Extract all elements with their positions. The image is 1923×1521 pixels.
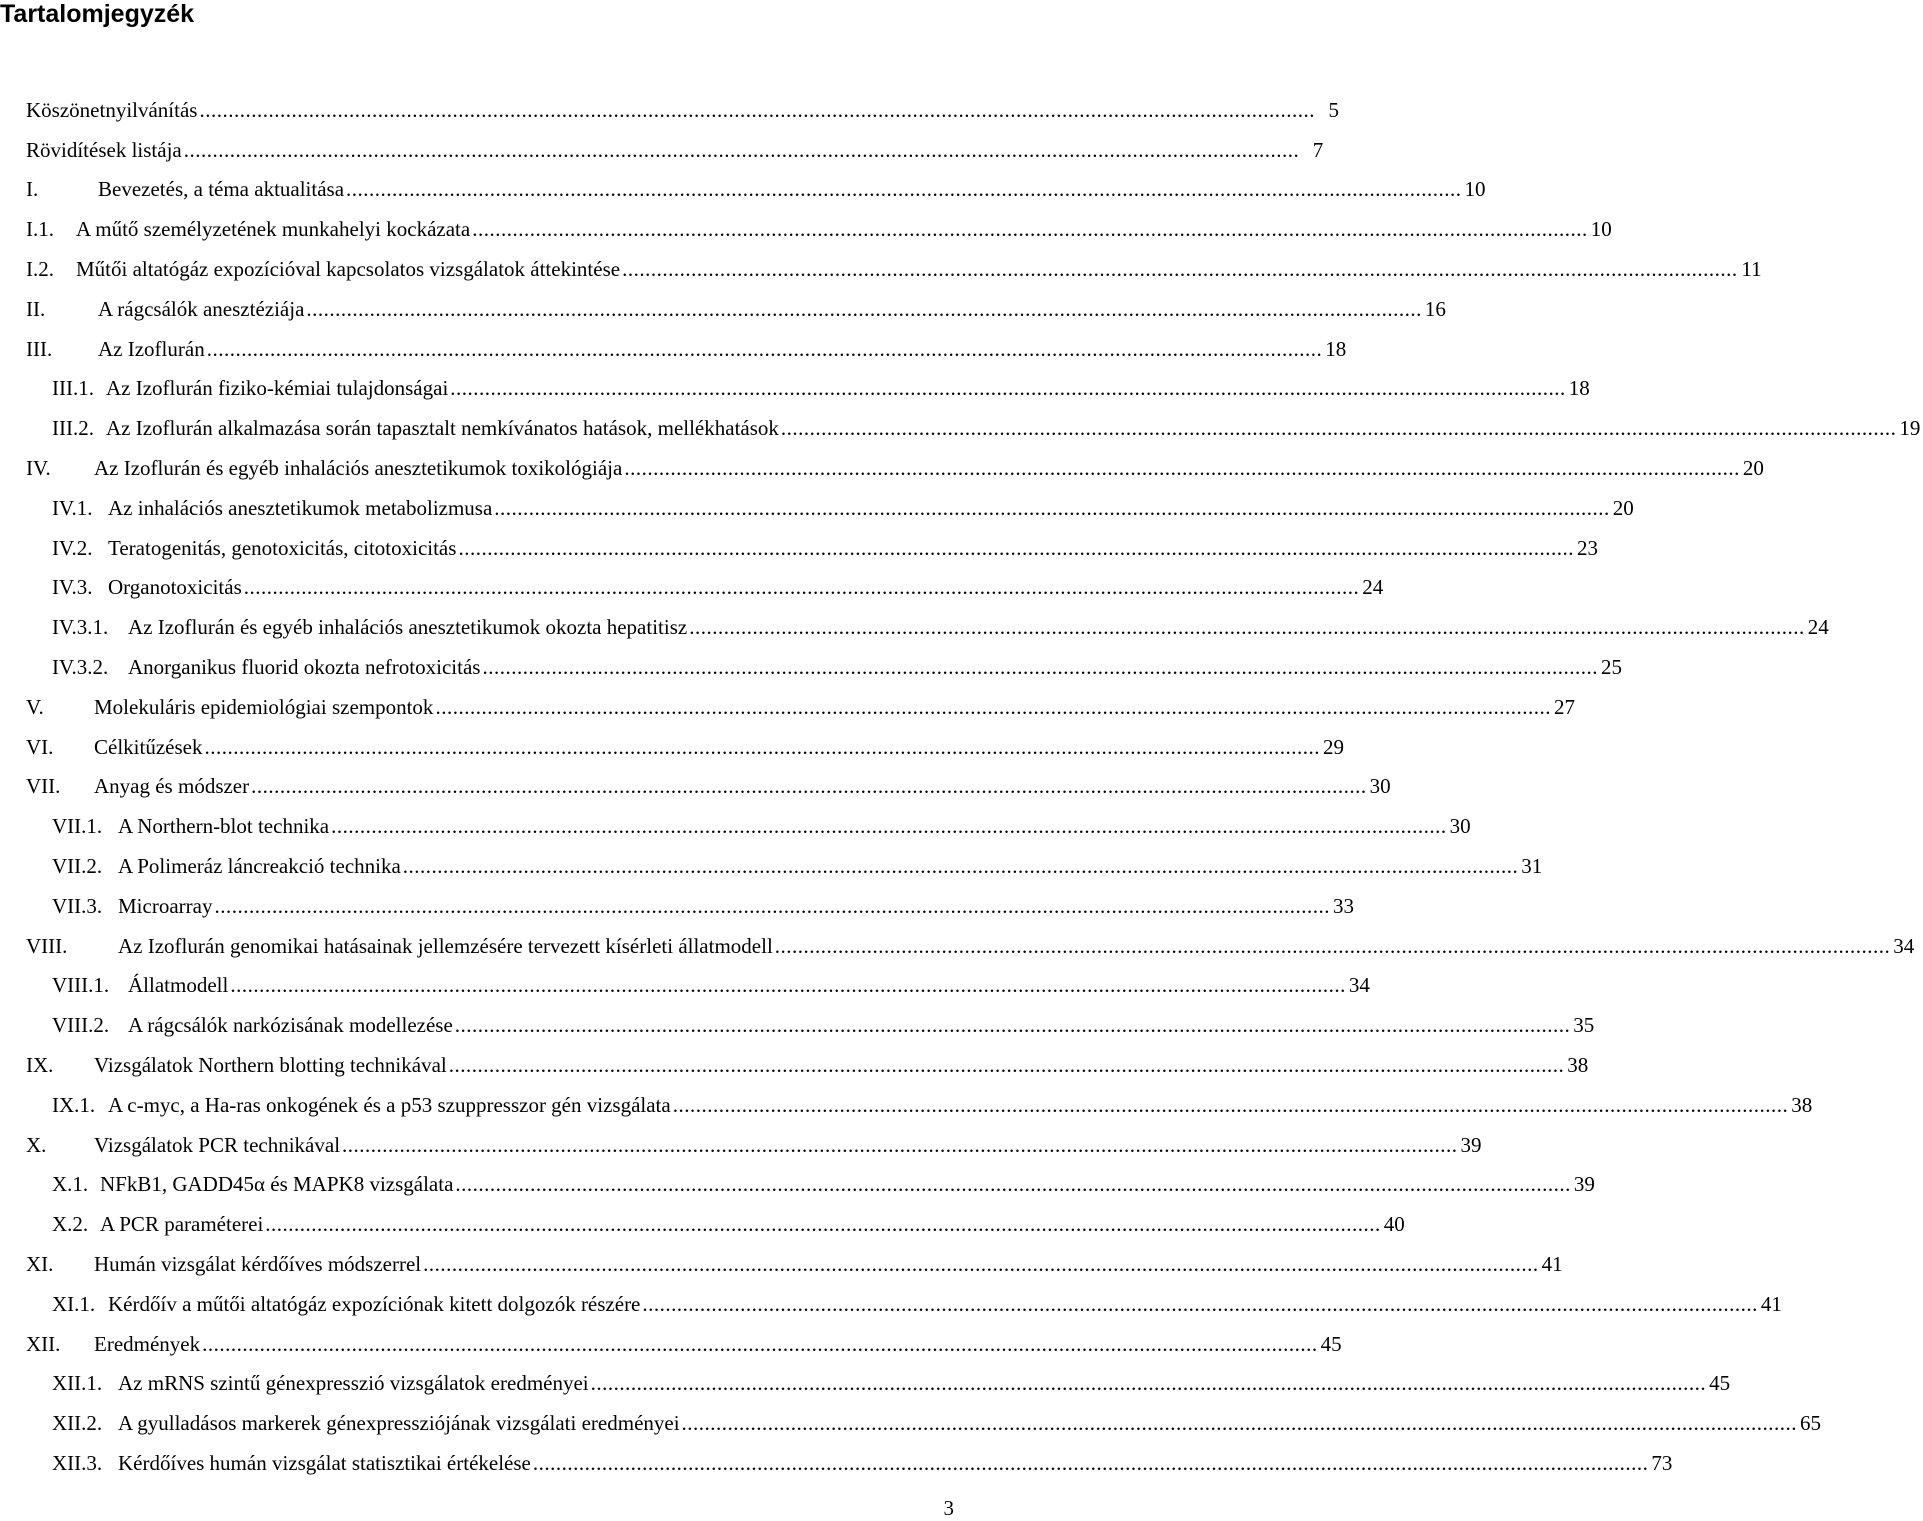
toc-entry-number: VII. bbox=[26, 774, 61, 799]
toc-entry-page: 39 bbox=[1573, 1172, 1595, 1197]
toc-entry-title: Kérdőív a műtői altatógáz expozíciónak kitett dolgozók részére bbox=[108, 1291, 641, 1316]
toc-entry-number: XI.1. bbox=[52, 1291, 96, 1316]
page-number: 3 bbox=[943, 1496, 954, 1520]
toc-entry-number: IV.3.1. bbox=[52, 615, 109, 640]
toc-entry-page: 65 bbox=[1800, 1411, 1822, 1436]
leader-dots bbox=[458, 535, 1574, 561]
toc-entry[interactable] bbox=[0, 1396, 1822, 1436]
leader-dots bbox=[450, 375, 1566, 401]
toc-entry-page: 41 bbox=[1760, 1291, 1782, 1316]
leader-dots bbox=[184, 137, 1300, 163]
toc-entry-page: 27 bbox=[1553, 694, 1575, 719]
table-of-contents bbox=[0, 83, 1921, 1476]
toc-entry-page: 73 bbox=[1651, 1450, 1673, 1475]
toc-entry-page: 38 bbox=[1791, 1092, 1813, 1117]
toc-entry-title: Rövidítések listája bbox=[26, 137, 182, 162]
toc-entry-page: 39 bbox=[1460, 1132, 1482, 1157]
toc-entry-number: XII.1. bbox=[52, 1371, 103, 1396]
leader-dots bbox=[346, 176, 1462, 202]
toc-entry[interactable] bbox=[0, 282, 1446, 322]
toc-entry-number: IX.1. bbox=[52, 1092, 96, 1117]
leader-dots bbox=[207, 336, 1323, 362]
toc-entry[interactable] bbox=[0, 83, 1339, 123]
toc-entry[interactable] bbox=[0, 1317, 1342, 1357]
toc-entry-page: 19 bbox=[1899, 416, 1921, 441]
toc-entry-page: 34 bbox=[1348, 973, 1370, 998]
toc-entry-page: 7 bbox=[1312, 137, 1324, 162]
toc-entry-page: 29 bbox=[1322, 734, 1344, 759]
toc-entry[interactable] bbox=[0, 401, 1921, 441]
toc-entry-page: 11 bbox=[1741, 256, 1762, 281]
toc-entry-title: Bevezetés, a téma aktualitása bbox=[98, 177, 345, 202]
toc-entry-title: Organotoxicitás bbox=[108, 575, 242, 600]
toc-entry-title: Vizsgálatok PCR technikával bbox=[94, 1132, 341, 1157]
toc-entry-title: Az Izoflurán bbox=[98, 336, 205, 361]
toc-entry[interactable] bbox=[0, 441, 1764, 481]
toc-entry[interactable] bbox=[0, 959, 1370, 999]
toc-entry-title: Anorganikus fluorid okozta nefrotoxicitás bbox=[128, 654, 481, 679]
leader-dots bbox=[306, 296, 1422, 322]
toc-entry-page: 30 bbox=[1449, 814, 1471, 839]
toc-entry[interactable] bbox=[0, 202, 1612, 242]
toc-entry[interactable] bbox=[0, 1237, 1563, 1277]
toc-entry-title: Az mRNS szintű génexpresszió vizsgálatok eredményei bbox=[118, 1371, 589, 1396]
leader-dots bbox=[199, 97, 1315, 123]
toc-entry[interactable] bbox=[0, 521, 1598, 561]
toc-entry-number: III. bbox=[26, 336, 53, 361]
toc-entry-title: A Polimeráz láncreakció technika bbox=[118, 853, 401, 878]
toc-entry-number: IV.3.2. bbox=[52, 654, 109, 679]
toc-entry-title: Állatmodell bbox=[128, 973, 229, 998]
toc-entry-title: Célkitűzések bbox=[94, 734, 203, 759]
toc-entry-title: Az Izoflurán fiziko-kémiai tulajdonságai bbox=[106, 376, 449, 401]
toc-entry-number: VIII. bbox=[26, 933, 68, 958]
toc-entry-number: VII.1. bbox=[52, 814, 103, 839]
toc-entry-number: I.1. bbox=[26, 217, 54, 242]
leader-dots bbox=[689, 614, 1805, 640]
toc-entry-title: Köszönetnyilvánítás bbox=[26, 97, 198, 122]
toc-entry[interactable] bbox=[0, 1118, 1482, 1158]
leader-dots bbox=[423, 1251, 1539, 1277]
toc-entry-page: 23 bbox=[1576, 535, 1598, 560]
toc-entry-number: VII.2. bbox=[52, 853, 103, 878]
leader-dots bbox=[673, 1092, 1789, 1118]
toc-entry-title: Teratogenitás, genotoxicitás, citotoxicitás bbox=[108, 535, 457, 560]
toc-entry-number: XII.3. bbox=[52, 1450, 103, 1475]
toc-entry-number: XII. bbox=[26, 1331, 61, 1356]
toc-entry[interactable] bbox=[0, 998, 1595, 1038]
toc-entry-page: 45 bbox=[1709, 1371, 1731, 1396]
toc-entry[interactable] bbox=[0, 1197, 1405, 1237]
toc-entry-title: Kérdőíves humán vizsgálat statisztikai értékelése bbox=[118, 1450, 531, 1475]
toc-entry[interactable] bbox=[0, 799, 1471, 839]
toc-entry-title: Az Izoflurán genomikai hatásainak jellemzésére tervezett kísérleti állatmodell bbox=[118, 933, 773, 958]
leader-dots bbox=[494, 495, 1610, 521]
leader-dots bbox=[435, 694, 1551, 720]
toc-entry-title: A műtő személyzetének munkahelyi kockázata bbox=[76, 217, 471, 242]
leader-dots bbox=[202, 1331, 1318, 1357]
toc-entry-number: VIII.2. bbox=[52, 1013, 110, 1038]
toc-entry-page: 24 bbox=[1807, 615, 1829, 640]
toc-entry-page: 34 bbox=[1893, 933, 1915, 958]
toc-entry-page: 24 bbox=[1362, 575, 1384, 600]
toc-entry-title: A rágcsálók narkózisának modellezése bbox=[128, 1013, 453, 1038]
toc-entry-number: IX. bbox=[26, 1052, 54, 1077]
toc-entry-title: Humán vizsgálat kérdőíves módszerrel bbox=[94, 1251, 422, 1276]
toc-entry-number: X.2. bbox=[52, 1212, 89, 1237]
toc-entry[interactable] bbox=[0, 919, 1915, 959]
toc-entry-number: X.1. bbox=[52, 1172, 89, 1197]
toc-entry-page: 10 bbox=[1464, 177, 1486, 202]
toc-entry[interactable] bbox=[0, 680, 1575, 720]
toc-entry-title: A PCR paraméterei bbox=[100, 1212, 264, 1237]
toc-entry-title: NFkB1, GADD45α és MAPK8 vizsgálata bbox=[100, 1172, 454, 1197]
toc-entry-number: XI. bbox=[26, 1251, 54, 1276]
leader-dots bbox=[591, 1370, 1707, 1396]
toc-entry[interactable] bbox=[0, 1078, 1813, 1118]
toc-entry-page: 30 bbox=[1369, 774, 1391, 799]
toc-entry-page: 33 bbox=[1332, 893, 1354, 918]
toc-entry-page: 45 bbox=[1320, 1331, 1342, 1356]
toc-entry-page: 5 bbox=[1328, 97, 1339, 122]
toc-entry[interactable] bbox=[0, 640, 1622, 680]
toc-entry-title: Molekuláris epidemiológiai szempontok bbox=[94, 694, 434, 719]
leader-dots bbox=[472, 216, 1588, 242]
toc-entry-number: I. bbox=[26, 177, 39, 202]
leader-dots bbox=[214, 893, 1330, 919]
toc-entry-number: III.2. bbox=[52, 416, 94, 441]
toc-entry-number: IV.2. bbox=[52, 535, 93, 560]
toc-entry-title: Az Izoflurán alkalmazása során tapasztalt nemkívánatos hatások, mellékhatások bbox=[106, 416, 779, 441]
toc-entry[interactable] bbox=[0, 600, 1829, 640]
leader-dots bbox=[403, 853, 1519, 879]
toc-entry-page: 25 bbox=[1600, 654, 1622, 679]
toc-entry-number: VIII.1. bbox=[52, 973, 110, 998]
toc-entry-number: III.1. bbox=[52, 376, 94, 401]
leader-dots bbox=[265, 1211, 1381, 1237]
toc-entry-title: Eredmények bbox=[94, 1331, 201, 1356]
leader-dots bbox=[775, 933, 1891, 959]
toc-entry[interactable] bbox=[0, 163, 1486, 203]
toc-entry-page: 41 bbox=[1541, 1251, 1563, 1276]
toc-entry-title: Műtői altatógáz expozícióval kapcsolatos vizsgálatok áttekintése bbox=[76, 256, 621, 281]
leader-dots bbox=[482, 654, 1598, 680]
toc-entry[interactable] bbox=[0, 242, 1762, 282]
toc-entry[interactable] bbox=[0, 561, 1384, 601]
toc-entry-title: Anyag és módszer bbox=[94, 774, 250, 799]
toc-entry[interactable] bbox=[0, 1158, 1595, 1198]
leader-dots bbox=[533, 1450, 1649, 1476]
toc-entry[interactable] bbox=[0, 879, 1354, 919]
toc-entry-page: 35 bbox=[1573, 1013, 1595, 1038]
page-title: Tartalomjegyzék bbox=[0, 0, 195, 28]
toc-entry-number: IV.1. bbox=[52, 495, 93, 520]
leader-dots bbox=[342, 1132, 1458, 1158]
leader-dots bbox=[682, 1410, 1798, 1436]
leader-dots bbox=[781, 415, 1897, 441]
toc-entry-page: 40 bbox=[1383, 1212, 1405, 1237]
toc-entry[interactable] bbox=[0, 1038, 1589, 1078]
toc-entry-title: Az Izoflurán és egyéb inhalációs anesztetikumok toxikológiája bbox=[94, 455, 623, 480]
toc-entry-number: II. bbox=[26, 296, 46, 321]
toc-entry-number: IV. bbox=[26, 455, 51, 480]
toc-entry-title: A rágcsálók anesztéziája bbox=[98, 296, 305, 321]
toc-entry-page: 16 bbox=[1424, 296, 1446, 321]
leader-dots bbox=[230, 972, 1346, 998]
leader-dots bbox=[251, 773, 1367, 799]
toc-entry-number: IV.3. bbox=[52, 575, 93, 600]
toc-entry-page: 18 bbox=[1325, 336, 1347, 361]
toc-entry-page: 20 bbox=[1612, 495, 1634, 520]
toc-entry-number: V. bbox=[26, 694, 44, 719]
toc-entry-title: A c-myc, a Ha-ras onkogének és a p53 szuppresszor gén vizsgálata bbox=[108, 1092, 671, 1117]
toc-entry-page: 20 bbox=[1742, 455, 1764, 480]
toc-entry-page: 31 bbox=[1521, 853, 1543, 878]
toc-entry[interactable] bbox=[0, 1436, 1673, 1476]
toc-entry-number: I.2. bbox=[26, 256, 54, 281]
leader-dots bbox=[455, 1171, 1571, 1197]
toc-entry[interactable] bbox=[0, 720, 1344, 760]
toc-entry-title: A Northern-blot technika bbox=[118, 814, 330, 839]
toc-entry[interactable] bbox=[0, 1277, 1782, 1317]
toc-entry[interactable] bbox=[0, 839, 1543, 879]
toc-entry[interactable] bbox=[0, 1357, 1731, 1397]
leader-dots bbox=[642, 1291, 1758, 1317]
leader-dots bbox=[331, 813, 1447, 839]
leader-dots bbox=[455, 1012, 1571, 1038]
leader-dots bbox=[244, 574, 1360, 600]
toc-entry-page: 18 bbox=[1568, 376, 1590, 401]
leader-dots bbox=[449, 1052, 1565, 1078]
toc-entry-title: Microarray bbox=[118, 893, 213, 918]
toc-entry-title: A gyulladásos markerek génexpressziójának vizsgálati eredményei bbox=[118, 1411, 680, 1436]
leader-dots bbox=[624, 455, 1740, 481]
toc-entry-page: 38 bbox=[1567, 1052, 1589, 1077]
toc-entry-number: X. bbox=[26, 1132, 47, 1157]
leader-dots bbox=[622, 256, 1738, 282]
leader-dots bbox=[204, 734, 1320, 760]
toc-entry[interactable] bbox=[0, 322, 1347, 362]
toc-entry-title: Az inhalációs anesztetikumok metabolizmusa bbox=[108, 495, 493, 520]
toc-entry-title: Vizsgálatok Northern blotting technikával bbox=[94, 1052, 447, 1077]
toc-entry[interactable] bbox=[0, 123, 1324, 163]
toc-entry[interactable] bbox=[0, 760, 1391, 800]
toc-entry-number: VI. bbox=[26, 734, 54, 759]
toc-entry[interactable] bbox=[0, 362, 1590, 402]
toc-entry-page: 10 bbox=[1590, 217, 1612, 242]
toc-entry-number: VII.3. bbox=[52, 893, 103, 918]
toc-entry-number: XII.2. bbox=[52, 1411, 103, 1436]
toc-entry[interactable] bbox=[0, 481, 1634, 521]
toc-entry-title: Az Izoflurán és egyéb inhalációs anesztetikumok okozta hepatitisz bbox=[128, 615, 688, 640]
